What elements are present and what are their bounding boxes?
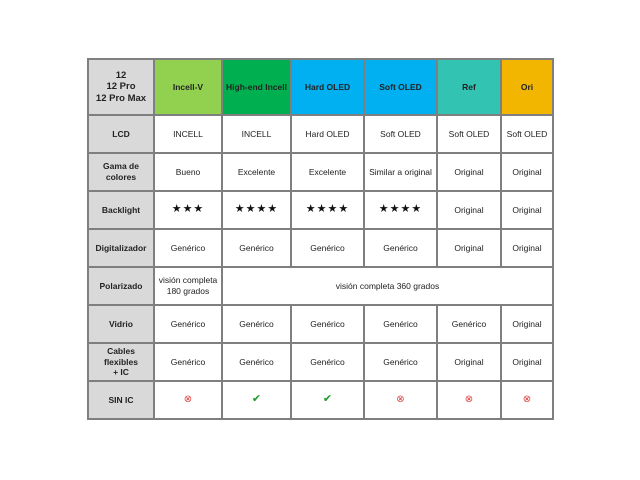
table-cell: Original: [437, 153, 501, 191]
table-cell: Similar a original: [364, 153, 437, 191]
model-header-cell: [88, 59, 154, 115]
table-cell: Original: [501, 191, 553, 229]
star-rating: ★★★: [154, 191, 222, 229]
row-label-cables-flexibles: [88, 343, 154, 381]
col-header-ori: Ori: [501, 59, 553, 115]
table-cell: [154, 381, 222, 419]
row-label-line: colores: [105, 172, 137, 182]
cross-icon: ⊗: [183, 393, 193, 405]
table-cell: [291, 381, 364, 419]
row-vidrio: [88, 305, 553, 343]
table-cell: Genérico: [364, 229, 437, 267]
table-cell: Original: [501, 343, 553, 381]
row-label-lcd: LCD: [88, 115, 154, 153]
row-polarizado: [88, 267, 553, 305]
check-icon: ✔: [251, 393, 262, 406]
table-cell: Genérico: [291, 229, 364, 267]
check-icon: ✔: [322, 393, 333, 406]
col-header-soft-oled: Soft OLED: [364, 59, 437, 115]
table-cell: Bueno: [154, 153, 222, 191]
row-label-gama-de-colores: [88, 153, 154, 191]
row-lcd: [88, 115, 553, 153]
star-rating: ★★★★: [222, 191, 291, 229]
cross-icon: ⊗: [522, 393, 532, 405]
comparison-table: [87, 58, 554, 420]
cross-icon: ⊗: [464, 393, 474, 405]
row-label-line: Cables flexibles: [103, 346, 139, 367]
row-label-line: Gama de: [103, 161, 139, 172]
model-line-2: 12 Pro: [106, 81, 136, 93]
table-cell: Genérico: [222, 305, 291, 343]
table-cell: Original: [437, 191, 501, 229]
table-cell: Genérico: [291, 305, 364, 343]
table-cell: [501, 381, 553, 419]
cell-line: 180 grados: [166, 286, 210, 296]
table-cell: INCELL: [154, 115, 222, 153]
row-label-vidrio: Vidrio: [88, 305, 154, 343]
row-label-sin-ic: SIN IC: [88, 381, 154, 419]
col-header-hard-oled: Hard OLED: [291, 59, 364, 115]
table-cell: Soft OLED: [501, 115, 553, 153]
merged-cell: visión completa 360 grados: [222, 267, 553, 305]
row-sin-ic: [88, 381, 553, 419]
table-cell: Soft OLED: [437, 115, 501, 153]
table-cell: [222, 381, 291, 419]
model-line-3: 12 Pro Max: [95, 92, 147, 104]
row-label-polarizado: Polarizado: [88, 267, 154, 305]
table-cell: [437, 381, 501, 419]
col-header-ref: Ref: [437, 59, 501, 115]
row-label-backlight: Backlight: [88, 191, 154, 229]
row-cables-flexibles: [88, 343, 553, 381]
star-rating: ★★★★: [364, 191, 437, 229]
table-cell: Original: [437, 229, 501, 267]
table-cell: Original: [437, 343, 501, 381]
row-label-line: + IC: [113, 367, 129, 378]
table-cell: Excelente: [222, 153, 291, 191]
table-cell: Original: [501, 305, 553, 343]
star-rating: ★★★★: [291, 191, 364, 229]
table-cell: Genérico: [154, 229, 222, 267]
table-cell: Excelente: [291, 153, 364, 191]
row-label-digitalizador: Digitalizador: [88, 229, 154, 267]
col-header-incell-v: Incell-V: [154, 59, 222, 115]
table-cell: Hard OLED: [291, 115, 364, 153]
model-line-1: 12: [115, 69, 127, 81]
table-cell: Genérico: [222, 229, 291, 267]
row-digitalizador: [88, 229, 553, 267]
table-cell: Original: [501, 229, 553, 267]
header-row: [88, 59, 553, 115]
table-cell: Soft OLED: [364, 115, 437, 153]
comparison-table-wrapper: [87, 58, 554, 420]
table-cell: Genérico: [437, 305, 501, 343]
table-cell: [364, 381, 437, 419]
col-header-highend-incell: High-end Incell: [222, 59, 291, 115]
cross-icon: ⊗: [396, 393, 405, 405]
table-cell: Genérico: [364, 305, 437, 343]
row-gama-de-colores: [88, 153, 553, 191]
cell-line: visión completa: [158, 275, 218, 286]
table-cell: INCELL: [222, 115, 291, 153]
table-cell: Genérico: [154, 305, 222, 343]
table-cell: Original: [501, 153, 553, 191]
table-cell: Genérico: [222, 343, 291, 381]
table-cell: [154, 267, 222, 305]
row-backlight: [88, 191, 553, 229]
table-cell: Genérico: [291, 343, 364, 381]
table-cell: Genérico: [154, 343, 222, 381]
table-cell: Genérico: [364, 343, 437, 381]
